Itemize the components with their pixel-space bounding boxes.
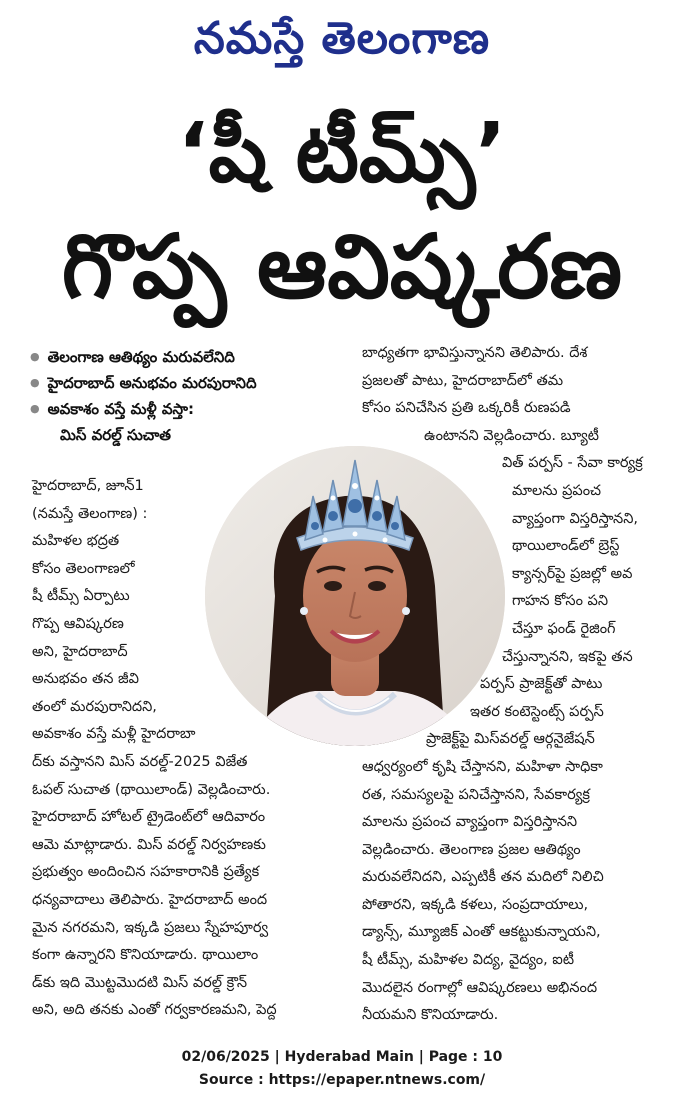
headline-line-2: గొప్ప ఆవిష్కరణ: [61, 215, 623, 318]
article-line: నీయమని కొనియాడారు.: [362, 1007, 499, 1024]
article-line: ఉంటానని వెల్లడించారు. బ్యూటీ: [424, 427, 599, 444]
article-line: గొప్ప ఆవిష్కరణ: [32, 615, 124, 632]
subheadline-bullets: [30, 345, 350, 448]
article-line: మైన నగరమని, ఇక్కడి ప్రజలు స్నేహపూర్వ: [32, 919, 269, 936]
footer-source: Source : https://epaper.ntnews.com/: [198, 1072, 486, 1088]
article-line: గాహన కోసం పని: [512, 593, 609, 610]
article-line: (నమస్తే తెలంగాణ) :: [32, 505, 148, 522]
article-line: అనుభవం తన జీవి: [32, 671, 139, 688]
article-line: హైదరాబాద్ హోటల్ ట్రైడెంట్‌లో ఆదివారం: [32, 809, 266, 826]
article-line: డ్‌కు ఇది మొట్టమొదటి మిస్ వరల్డ్ క్రౌన్: [32, 974, 248, 991]
article-line: అని, అది తనకు ఎంతో గర్వకారణమని, పెద్ద: [32, 1002, 277, 1019]
article-line: అని, హైదరాబాద్: [32, 643, 128, 660]
article-line: పోతారని, ఇక్కడి కళలు, సంప్రదాయాలు,: [362, 896, 589, 913]
article-line: ఆధ్వర్యంలో కృషి చేస్తానని, మహిళా సాధికా: [362, 758, 603, 775]
article-line: ప్రాజెక్ట్‌పై మిస్‌వరల్డ్ ఆర్గనైజేషన్: [426, 731, 595, 748]
dateline: హైదరాబాద్, జూన్1: [32, 478, 144, 494]
article-line: ద్‌కు వస్తానని మిస్ వరల్డ్-2025 విజేత: [32, 753, 248, 770]
article-line: వెల్లడించారు. తెలంగాణ ప్రజల ఆతిథ్యం: [362, 841, 581, 858]
article-line: మాలను ప్రపంచ: [512, 482, 602, 499]
article-line: షీ టీమ్స్, మహిళల విద్య, వైద్యం, ఐటీ: [362, 952, 575, 969]
masthead: [0, 4, 684, 74]
article-line: మహిళల భద్రత: [32, 533, 120, 550]
article-line: కోసం తెలంగాణలో: [32, 560, 135, 577]
article-line: విత్ పర్పస్ - సేవా కార్యక్ర: [502, 455, 643, 472]
article-line: ఇతర కంటెస్టెంట్స్ పర్పస్: [470, 703, 604, 720]
article-line: రత, సమస్యలపై పనిచేస్తానని, సేవకార్యక్ర: [362, 786, 590, 803]
headline-line-1: ‘షీ టీమ్స్’: [177, 106, 507, 201]
portrait-photo: [205, 446, 505, 746]
article-line: మాలను ప్రపంచ వ్యాప్తంగా విస్తరిస్తానని: [362, 814, 578, 831]
footer-issue-info: 02/06/2025 | Hyderabad Main | Page : 10: [181, 1049, 503, 1065]
article-line: క్యాన్సర్‌పై ప్రజల్లో అవ: [512, 565, 633, 582]
article-line: ప్రభుత్వం అందించిన సహకారానికి ప్రత్యేక: [32, 864, 260, 881]
article-line: కంగా ఉన్నారని కొనియాడారు. థాయిలాం: [32, 947, 259, 964]
article-line: ఆమె మాట్లాడారు. మిస్ వరల్డ్ నిర్వహణకు: [32, 836, 266, 853]
article-line: బాధ్యతగా భావిస్తున్నానని తెలిపారు. దేశ: [362, 345, 588, 361]
article-line: చేస్తున్నానని, ఇకపై తన: [502, 648, 633, 665]
bullet-item: ● తెలంగాణ ఆతిథ్యం మరువలేనిది: [30, 345, 350, 371]
article-line: కోసం పనిచేసిన ప్రతి ఒక్కరికీ రుణపడి: [362, 400, 571, 417]
masthead-title: నమస్తే తెలంగాణ: [193, 13, 491, 64]
bullet-item: ● అవకాశం వస్తే మళ్లీ వస్తా:: [30, 397, 350, 423]
article-line: డ్యాన్స్, మ్యూజిక్ ఎంతో ఆకట్టుకున్నాయని,: [362, 924, 601, 941]
article-line: ప్రజలతో పాటు, హైదరాబాద్‌లో తమ: [362, 372, 564, 389]
bullet-item: ● హైదరాబాద్ అనుభవం మరపురానిది: [30, 371, 350, 397]
article-line: అవకాశం వస్తే మళ్లీ హైదరాబా: [32, 726, 196, 743]
article-line: ఓపల్ సుచాత (థాయిలాండ్) వెల్లడించారు.: [32, 781, 271, 798]
article-line: వ్యాప్తంగా విస్తరిస్తానని,: [512, 510, 639, 527]
portrait-illustration: [205, 446, 505, 746]
article-line: మరువలేనిదని, ఎప్పటికీ తన మదిలో నిలిచి: [362, 869, 604, 886]
bullet-item-continuation: మిస్ వరల్డ్ సుచాత: [60, 426, 171, 444]
article-line: పర్పస్ ప్రాజెక్ట్‌తో పాటు: [480, 676, 603, 693]
article-line: షీ టీమ్స్ ఏర్పాటు: [32, 588, 130, 605]
article-line: మొదలైన రంగాల్లో ఆవిష్కరణలు అభినంద: [362, 979, 598, 996]
article-line: తంలో మరపురానిదని,: [32, 698, 157, 715]
article-line: ధన్యవాదాలు తెలిపారు. హైదరాబాద్ అంద: [32, 891, 268, 908]
article-line: థాయిలాండ్‌లో బ్రెస్ట్: [512, 538, 620, 555]
article-line: చేస్తూ ఫండ్ రైజింగ్: [512, 620, 616, 637]
